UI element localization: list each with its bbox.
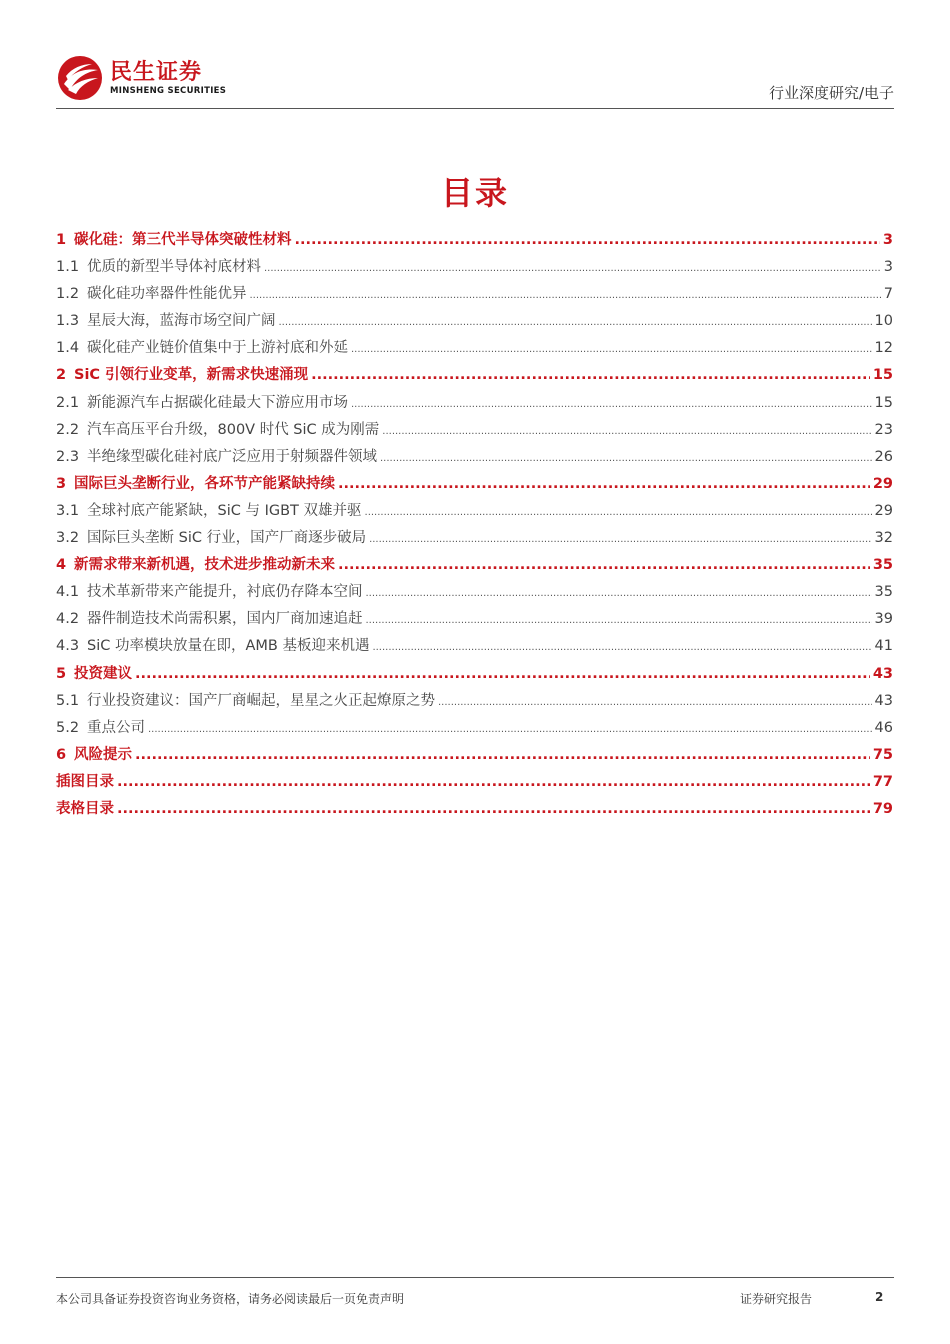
toc-entry-page: 77 [872, 773, 893, 790]
toc-entry-page: 7 [883, 286, 893, 303]
footer-divider [56, 1277, 894, 1278]
toc-entry-title: 新需求带来新机遇，技术进步推动新未来 [74, 557, 335, 574]
toc-dot-leader [135, 742, 870, 769]
toc-subsection-entry[interactable] [56, 390, 893, 417]
toc-dot-leader [117, 769, 870, 796]
toc-entry-number: 1.3 [56, 313, 80, 330]
toc-entry-number: 2.1 [56, 394, 80, 411]
brand-name-en: MINSHENG SECURITIES [110, 85, 227, 96]
toc-dot-leader [117, 796, 870, 823]
toc-dot-leader [250, 282, 881, 309]
toc-section-entry[interactable] [56, 552, 893, 579]
toc-entry-number: 5 [56, 665, 67, 682]
toc-subsection-entry[interactable] [56, 525, 893, 552]
toc-entry-title: 国际巨头垄断行业，各环节产能紧缺持续 [74, 475, 335, 492]
toc-entry-number: 4.1 [56, 584, 80, 601]
toc-section-entry[interactable] [56, 227, 893, 254]
toc-section-entry[interactable] [56, 769, 893, 796]
toc-entry-number: 6 [56, 746, 67, 763]
toc-dot-leader [380, 445, 872, 472]
toc-entry-page: 35 [874, 584, 893, 601]
toc-dot-leader [338, 552, 870, 579]
toc-title: 目录 [440, 174, 509, 212]
toc-entry-title: 国际巨头垄断 SiC 行业，国产厂商逐步破局 [87, 530, 367, 547]
toc-entry-number: 1.4 [56, 340, 80, 357]
toc-entry-title: 全球衬底产能紧缺，SiC 与 IGBT 双雄并驱 [87, 502, 362, 519]
toc-entry-page: 32 [874, 530, 893, 547]
toc-entry-number: 3.1 [56, 502, 80, 519]
toc-entry-page: 3 [882, 232, 893, 248]
toc-dot-leader [148, 716, 872, 743]
toc-entry-title: 插图目录 [56, 773, 114, 790]
toc-dot-leader [295, 227, 880, 254]
toc-subsection-entry[interactable] [56, 335, 893, 362]
toc-entry-title: 星辰大海，蓝海市场空间广阔 [87, 313, 276, 330]
toc-entry-page: 75 [872, 746, 893, 763]
toc-entry-title: 行业投资建议：国产厂商崛起，星星之火正起燎原之势 [87, 692, 435, 709]
toc-entry-title: 碳化硅：第三代半导体突破性材料 [74, 232, 292, 248]
toc-entry-number: 2 [56, 367, 67, 384]
toc-entry-page: 79 [872, 800, 893, 817]
toc-entry-title: 碳化硅功率器件性能优异 [87, 286, 247, 303]
toc-entry-title: 重点公司 [87, 719, 145, 736]
toc-entry-number: 4.3 [56, 638, 80, 655]
toc-entry-number: 4.2 [56, 611, 80, 628]
toc-section-entry[interactable] [56, 796, 893, 823]
toc-dot-leader [279, 309, 872, 336]
toc-entry-number: 3.2 [56, 530, 80, 547]
toc-section-entry[interactable] [56, 471, 893, 498]
toc-entry-title: 风险提示 [74, 746, 132, 763]
toc-entry-page: 41 [874, 638, 893, 655]
toc-entry-title: 新能源汽车占据碳化硅最大下游应用市场 [87, 394, 348, 411]
toc-entry-title: 半绝缘型碳化硅衬底广泛应用于射频器件领域 [87, 448, 377, 465]
toc-entry-page: 12 [874, 340, 893, 357]
toc-subsection-entry[interactable] [56, 281, 893, 308]
toc-entry-page: 29 [872, 475, 893, 492]
toc-entry-page: 39 [874, 611, 893, 628]
report-category: 行业深度研究/电子 [768, 84, 894, 102]
toc-entry-page: 46 [874, 719, 893, 736]
footer-disclaimer: 本公司具备证券投资咨询业务资格，请务必阅读最后一页免责声明 [56, 1292, 405, 1306]
toc-entry-page: 29 [874, 502, 893, 519]
toc-dot-leader [351, 336, 872, 363]
brand-logo [56, 54, 226, 102]
toc-dot-leader [338, 471, 870, 498]
footer-doc-type: 证券研究报告 [740, 1292, 813, 1306]
toc-subsection-entry[interactable] [56, 254, 893, 281]
toc-entry-page: 43 [874, 692, 893, 709]
toc-dot-leader [366, 580, 872, 607]
toc-subsection-entry[interactable] [56, 308, 893, 335]
toc-dot-leader [264, 255, 881, 282]
toc-entry-number: 4 [56, 557, 67, 574]
toc-entry-title: 投资建议 [74, 665, 132, 682]
brand-name-cn: 民生证券 [110, 59, 203, 85]
toc-entry-number: 2.3 [56, 448, 80, 465]
toc-entry-number: 1.1 [56, 259, 80, 276]
toc-entry-page: 10 [874, 313, 893, 330]
toc-entry-page: 43 [872, 665, 893, 682]
toc-subsection-entry[interactable] [56, 688, 893, 715]
toc-subsection-entry[interactable] [56, 606, 893, 633]
toc-subsection-entry[interactable] [56, 498, 893, 525]
toc-entry-page: 15 [872, 367, 893, 384]
toc-subsection-entry[interactable] [56, 633, 893, 660]
toc-dot-leader [365, 499, 872, 526]
toc-entry-title: 技术革新带来产能提升，衬底仍存降本空间 [87, 584, 363, 601]
toc-entry-title: SiC 功率模块放量在即，AMB 基板迎来机遇 [87, 638, 370, 655]
toc-entry-number: 1 [56, 232, 67, 248]
toc-dot-leader [369, 526, 871, 553]
toc-entry-title: 表格目录 [56, 800, 114, 817]
toc-entry-title: 碳化硅产业链价值集中于上游衬底和外延 [87, 340, 348, 357]
toc-entry-number: 2.2 [56, 421, 80, 438]
toc-entry-title: 器件制造技术尚需积累，国内厂商加速追赶 [87, 611, 363, 628]
toc-dot-leader [382, 418, 871, 445]
page-number: 2 [875, 1290, 884, 1304]
toc-entry-number: 5.2 [56, 719, 80, 736]
toc-subsection-entry[interactable] [56, 715, 893, 742]
toc-entry-title: 汽车高压平台升级，800V 时代 SiC 成为刚需 [87, 421, 380, 438]
page-header [56, 52, 894, 108]
toc-dot-leader [366, 607, 872, 634]
toc-entry-page: 23 [874, 421, 893, 438]
toc-dot-leader [372, 634, 871, 661]
toc-entry-page: 3 [883, 259, 893, 276]
toc-entry-page: 15 [874, 394, 893, 411]
toc-entry-number: 1.2 [56, 286, 80, 303]
toc-subsection-entry[interactable] [56, 417, 893, 444]
toc-section-entry[interactable] [56, 661, 893, 688]
table-of-contents [56, 227, 893, 823]
toc-section-entry[interactable] [56, 742, 893, 769]
toc-dot-leader [135, 661, 870, 688]
toc-dot-leader [438, 689, 872, 716]
toc-entry-title: 优质的新型半导体衬底材料 [87, 259, 261, 276]
toc-subsection-entry[interactable] [56, 444, 893, 471]
toc-entry-number: 3 [56, 475, 67, 492]
toc-entry-page: 35 [872, 557, 893, 574]
toc-entry-page: 26 [874, 448, 893, 465]
toc-entry-number: 5.1 [56, 692, 80, 709]
minsheng-logo-icon [56, 54, 104, 102]
toc-section-entry[interactable] [56, 362, 893, 389]
toc-dot-leader [311, 362, 870, 389]
header-divider [56, 108, 894, 109]
toc-dot-leader [351, 391, 872, 418]
toc-entry-title: SiC 引领行业变革，新需求快速涌现 [74, 367, 309, 384]
toc-subsection-entry[interactable] [56, 579, 893, 606]
